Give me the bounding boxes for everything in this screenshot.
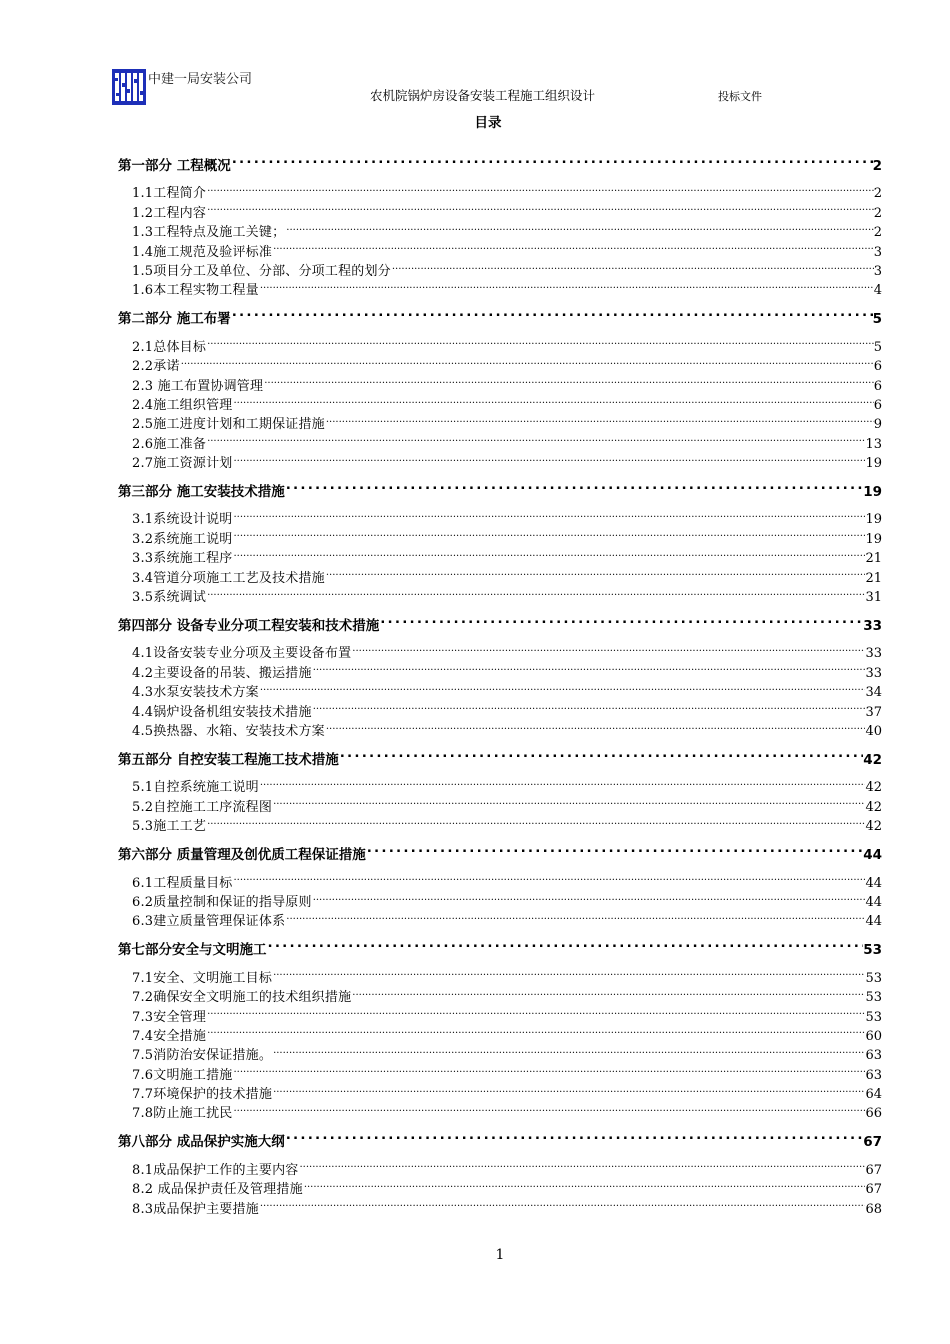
- toc-part-label: 第七部分安全与文明施工: [118, 942, 267, 959]
- toc-section-page: 2: [873, 225, 882, 241]
- toc-section-page: 3: [873, 244, 882, 260]
- toc-section-label: 1.5项目分工及单位、分部、分项工程的划分: [132, 263, 391, 279]
- dot-leader: [232, 448, 865, 467]
- toc-section-list: [118, 178, 882, 299]
- toc-section-page: 19: [865, 456, 882, 472]
- toc-section-label: 3.3系统施工程序: [132, 551, 233, 567]
- dot-leader: [206, 1021, 865, 1040]
- dot-leader: [206, 811, 865, 830]
- toc-section-entry[interactable]: [118, 178, 882, 202]
- toc-part-label: 第四部分 设备专业分项工程安装和技术措施: [118, 618, 380, 635]
- toc-part-page: 19: [863, 484, 882, 501]
- toc-section-list: [118, 504, 882, 606]
- dot-leader: [285, 1124, 864, 1146]
- dot-leader: [259, 772, 866, 791]
- toc-section-label: 8.2 成品保护责任及管理措施: [132, 1182, 303, 1198]
- toc-part-page: 42: [863, 751, 882, 768]
- toc-section-entry[interactable]: [118, 351, 882, 375]
- toc-section-entry[interactable]: [118, 448, 882, 472]
- toc-part-label: 第八部分 成品保护实施大纲: [118, 1134, 285, 1151]
- toc-section-label: 7.2确保安全文明施工的技术组织措施: [132, 990, 352, 1006]
- toc-section-label: 4.4锅炉设备机组安装技术措施: [132, 704, 312, 720]
- dot-leader: [325, 562, 866, 581]
- toc-part-label: 第一部分 工程概况: [118, 158, 231, 174]
- dot-leader: [312, 887, 866, 906]
- dot-leader: [232, 543, 865, 562]
- toc-section-label: 4.1设备安装专业分项及主要设备布置: [132, 646, 352, 662]
- toc-section-entry[interactable]: [118, 217, 882, 241]
- toc-part-label: 第五部分 自控安装工程施工技术措施: [118, 751, 339, 768]
- toc-section-entry[interactable]: [118, 390, 882, 413]
- toc-section-list: [118, 331, 882, 472]
- toc-section-label: 3.4管道分项施工工艺及技术措施: [132, 570, 325, 586]
- toc-section-page: 67: [865, 1162, 882, 1178]
- dot-leader: [351, 982, 865, 1001]
- toc-section-label: 1.6本工程实物工程量: [132, 283, 259, 299]
- toc-section-page: 21: [865, 551, 882, 567]
- toc-section-entry[interactable]: [118, 562, 882, 586]
- toc-section-label: 4.3水泵安装技术方案: [132, 685, 259, 701]
- dot-leader: [206, 428, 865, 447]
- dot-leader: [231, 148, 873, 170]
- table-of-contents: [118, 148, 882, 1220]
- toc-part-page: 5: [872, 311, 882, 328]
- toc-section-label: 1.2工程内容: [132, 205, 207, 221]
- toc-section-list: [118, 1154, 882, 1217]
- toc-section-entry[interactable]: [118, 1079, 882, 1103]
- toc-section-entry[interactable]: [118, 887, 882, 910]
- toc-section-page: 68: [865, 1201, 882, 1217]
- toc-section-label: 1.1工程简介: [132, 186, 207, 202]
- toc-section-page: 53: [865, 1009, 882, 1025]
- toc-section-page: 9: [873, 417, 882, 433]
- toc-part-entry[interactable]: [118, 932, 882, 959]
- dot-leader: [259, 1193, 866, 1212]
- toc-part-label: 第六部分 质量管理及创优质工程保证措施: [118, 847, 366, 864]
- dot-leader: [259, 677, 866, 696]
- toc-section-label: 3.5系统调试: [132, 590, 207, 606]
- toc-part-entry[interactable]: [118, 608, 882, 635]
- toc-section-page: 60: [865, 1028, 882, 1044]
- toc-section-entry[interactable]: [118, 638, 882, 662]
- toc-section-page: 34: [865, 685, 882, 701]
- toc-section-entry[interactable]: [118, 1098, 882, 1122]
- toc-section-label: 3.1系统设计说明: [132, 512, 233, 528]
- dot-leader: [325, 409, 874, 428]
- toc-part-page: 2: [872, 158, 882, 174]
- dot-leader: [231, 301, 873, 323]
- toc-part-entry[interactable]: [118, 301, 882, 328]
- dot-leader: [272, 962, 865, 981]
- toc-section-page: 19: [865, 531, 882, 547]
- toc-section-page: 21: [865, 570, 882, 586]
- dot-leader: [232, 390, 873, 409]
- toc-section-page: 63: [865, 1048, 882, 1064]
- toc-section-page: 37: [865, 704, 882, 720]
- toc-section-entry[interactable]: [118, 1040, 882, 1064]
- toc-part-page: 44: [863, 847, 882, 864]
- toc-section-page: 2: [873, 186, 882, 202]
- toc-section-page: 6: [873, 397, 882, 413]
- toc-section-page: 44: [865, 894, 882, 910]
- toc-section-list: [118, 962, 882, 1122]
- toc-section-page: 33: [865, 646, 882, 662]
- dot-leader: [206, 582, 865, 601]
- dot-leader: [232, 1098, 865, 1117]
- page-number: 1: [495, 1247, 505, 1263]
- dot-leader: [206, 197, 874, 216]
- toc-section-page: 53: [865, 970, 882, 986]
- toc-section-page: 66: [865, 1106, 882, 1122]
- toc-title: 目录: [474, 115, 502, 131]
- toc-section-page: 40: [865, 723, 882, 739]
- document-type: 投标文件: [718, 90, 762, 103]
- toc-section-page: 13: [865, 436, 882, 452]
- toc-section-page: 53: [865, 990, 882, 1006]
- toc-section-page: 19: [865, 512, 882, 528]
- toc-section-page: 2: [873, 205, 882, 221]
- toc-section-entry[interactable]: [118, 543, 882, 567]
- toc-section-label: 3.2系统施工说明: [132, 531, 233, 547]
- dot-leader: [391, 256, 874, 275]
- toc-section-label: 1.4施工规范及验评标准: [132, 244, 273, 260]
- toc-section-label: 2.7施工资源计划: [132, 456, 233, 472]
- toc-section-label: 5.3施工工艺: [132, 819, 207, 835]
- toc-section-list: [118, 772, 882, 835]
- toc-section-entry[interactable]: [118, 504, 882, 528]
- company-logo-icon: [112, 69, 146, 105]
- toc-section-entry[interactable]: [118, 811, 882, 835]
- toc-section-entry[interactable]: [118, 1154, 882, 1178]
- toc-section-entry[interactable]: [118, 582, 882, 606]
- dot-leader: [351, 638, 865, 657]
- toc-part-entry[interactable]: [118, 474, 882, 501]
- dot-leader: [379, 608, 863, 630]
- toc-part-label: 第三部分 施工安装技术措施: [118, 484, 285, 501]
- toc-section-label: 2.2承诺: [132, 359, 180, 375]
- toc-section-label: 5.1自控系统施工说明: [132, 780, 259, 796]
- toc-section-page: 6: [873, 378, 882, 394]
- toc-section-list: [118, 867, 882, 930]
- toc-section-entry[interactable]: [118, 523, 882, 547]
- dot-leader: [285, 474, 864, 496]
- toc-section-page: 67: [865, 1182, 882, 1198]
- toc-section-label: 7.6文明施工措施: [132, 1067, 233, 1083]
- toc-part-label: 第二部分 施工布署: [118, 311, 231, 328]
- toc-section-entry[interactable]: [118, 428, 882, 452]
- toc-section-page: 42: [865, 799, 882, 815]
- dot-leader: [232, 1059, 865, 1078]
- toc-section-page: 42: [865, 819, 882, 835]
- dot-leader: [272, 1079, 865, 1098]
- toc-part-page: 33: [863, 618, 882, 635]
- toc-section-page: 4: [873, 283, 882, 299]
- dot-leader: [298, 1154, 865, 1173]
- toc-section-label: 7.3安全管理: [132, 1009, 207, 1025]
- dot-leader: [285, 217, 873, 236]
- toc-part-entry[interactable]: [118, 837, 882, 864]
- toc-section-page: 3: [873, 263, 882, 279]
- toc-section-label: 2.1总体目标: [132, 339, 207, 355]
- toc-part-page: 53: [863, 942, 882, 959]
- toc-section-label: 4.2主要设备的吊装、搬运措施: [132, 665, 312, 681]
- toc-section-page: 42: [865, 780, 882, 796]
- dot-leader: [272, 236, 874, 255]
- toc-section-label: 6.1工程质量目标: [132, 875, 233, 891]
- dot-leader: [285, 906, 865, 925]
- dot-leader: [312, 657, 866, 676]
- dot-leader: [272, 1040, 865, 1059]
- toc-section-page: 64: [865, 1087, 882, 1103]
- toc-section-label: 4.5换热器、水箱、安装技术方案: [132, 723, 325, 739]
- toc-section-label: 2.6施工准备: [132, 436, 207, 452]
- dot-leader: [206, 331, 874, 350]
- toc-section-entry[interactable]: [118, 1059, 882, 1083]
- dot-leader: [325, 716, 866, 735]
- toc-part-page: 67: [863, 1134, 882, 1151]
- toc-section-label: 2.3 施工布置协调管理: [132, 378, 264, 394]
- toc-section-page: 5: [873, 339, 882, 355]
- toc-section-entry[interactable]: [118, 370, 882, 394]
- toc-section-label: 1.3工程特点及施工关键；: [132, 225, 286, 241]
- toc-section-label: 5.2自控施工工序流程图: [132, 799, 273, 815]
- dot-leader: [232, 867, 865, 886]
- toc-section-entry[interactable]: [118, 197, 882, 221]
- toc-section-label: 7.8防止施工扰民: [132, 1106, 233, 1122]
- dot-leader: [366, 837, 864, 859]
- toc-section-label: 8.1成品保护工作的主要内容: [132, 1162, 299, 1178]
- dot-leader: [206, 178, 874, 197]
- toc-section-entry[interactable]: [118, 1021, 882, 1044]
- toc-section-page: 44: [865, 914, 882, 930]
- toc-section-page: 31: [865, 590, 882, 606]
- toc-section-label: 7.7环境保护的技术措施: [132, 1087, 273, 1103]
- dot-leader: [272, 791, 865, 810]
- dot-leader: [206, 1001, 865, 1020]
- toc-section-label: 7.5消防治安保证措施。: [132, 1048, 273, 1064]
- toc-section-page: 44: [865, 875, 882, 891]
- toc-section-label: 6.2质量控制和保证的指导原则: [132, 894, 312, 910]
- dot-leader: [303, 1174, 866, 1193]
- toc-section-label: 7.4安全措施: [132, 1028, 207, 1044]
- toc-section-entry[interactable]: [118, 409, 882, 433]
- toc-part-entry[interactable]: [118, 742, 882, 768]
- toc-section-entry[interactable]: [118, 867, 882, 891]
- dot-leader: [259, 275, 874, 294]
- dot-leader: [180, 351, 874, 370]
- toc-section-label: 2.5施工进度计划和工期保证措施: [132, 417, 325, 433]
- toc-section-entry[interactable]: [118, 1001, 882, 1025]
- toc-section-page: 63: [865, 1067, 882, 1083]
- toc-part-entry[interactable]: [118, 148, 882, 174]
- dot-leader: [267, 932, 864, 954]
- company-name: 中建一局安装公司: [148, 72, 253, 87]
- toc-section-label: 8.3成品保护主要措施: [132, 1201, 259, 1217]
- toc-section-label: 2.4施工组织管理: [132, 397, 233, 413]
- toc-section-label: 6.3建立质量管理保证体系: [132, 914, 286, 930]
- toc-section-list: [118, 638, 882, 739]
- dot-leader: [232, 523, 865, 542]
- dot-leader: [232, 504, 865, 523]
- toc-section-page: 6: [873, 359, 882, 375]
- document-title: 农机院锅炉房设备安装工程施工组织设计: [370, 88, 596, 103]
- dot-leader: [263, 370, 874, 389]
- toc-part-entry[interactable]: [118, 1124, 882, 1151]
- toc-section-entry[interactable]: [118, 772, 882, 796]
- toc-section-label: 7.1安全、文明施工目标: [132, 970, 273, 986]
- toc-section-entry[interactable]: [118, 331, 882, 355]
- dot-leader: [339, 742, 864, 764]
- toc-section-entry[interactable]: [118, 962, 882, 986]
- page-header: [112, 66, 872, 106]
- dot-leader: [312, 696, 866, 715]
- toc-section-page: 33: [865, 665, 882, 681]
